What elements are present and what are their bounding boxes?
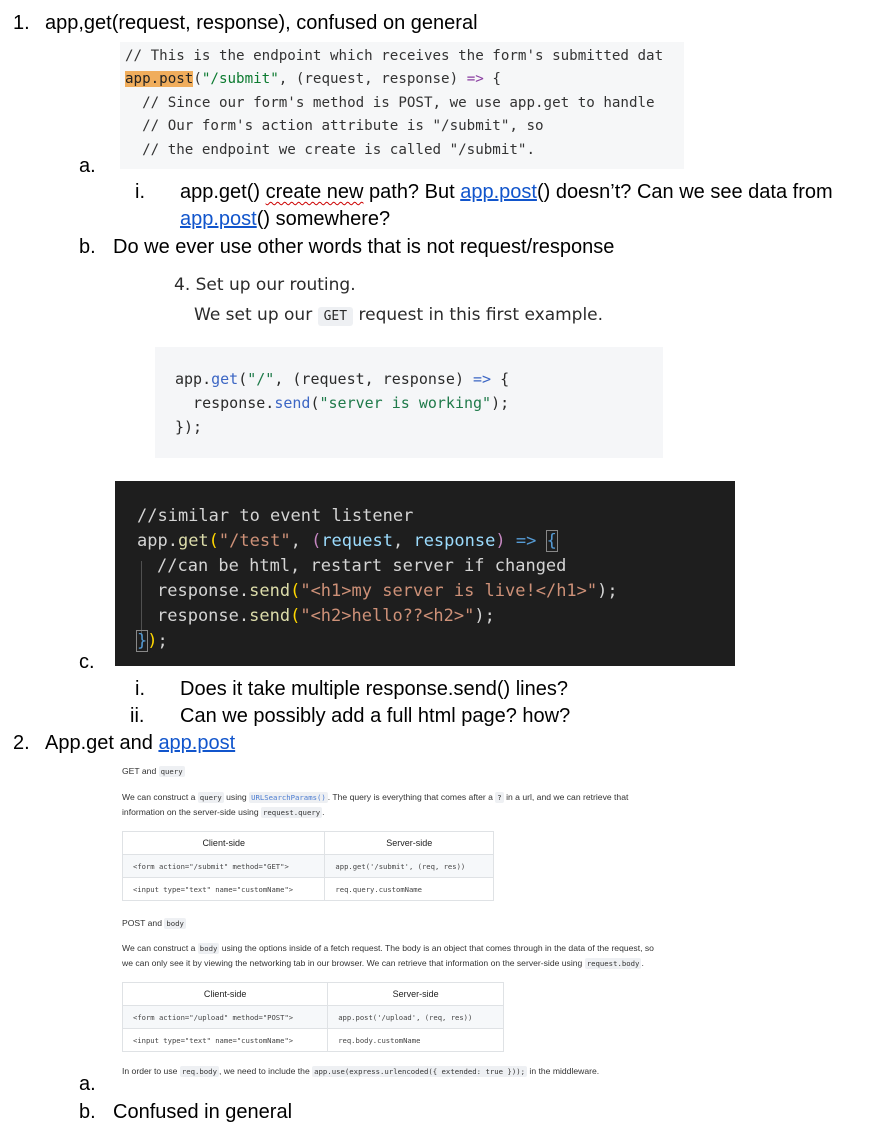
table-row — [123, 878, 494, 901]
code-line: // This is the endpoint which receives the form's submitted dat — [125, 48, 664, 64]
post-body-paragraph-cont: we can only see it by viewing the networking tab in our browser. We can retrieve that information on the server-side using request.body . — [122, 958, 644, 968]
get-query-paragraph: We can construct a query using URLSearchParams() . The query is everything that comes after a ? in a url, and we can retrieve that — [122, 792, 629, 802]
code-block-get-root — [155, 347, 663, 458]
code-screenshot-dark-editor — [115, 481, 735, 666]
post-body-heading: POST and body — [122, 918, 184, 928]
table-cell: <form action="/submit" method="GET"> — [123, 855, 325, 878]
list-marker-2: 2. — [13, 732, 30, 754]
list-marker-1a-i: i. — [135, 181, 145, 203]
indent-guide — [141, 561, 142, 636]
code-line: // the endpoint we create is called "/submit". — [125, 142, 535, 158]
list-marker-1c-i: i. — [135, 678, 145, 700]
table-cell: app.get('/submit', (req, res)) — [325, 855, 494, 878]
table-header: Client-side — [123, 983, 328, 1006]
get-query-heading: GET and query — [122, 766, 183, 776]
code-line: }); — [175, 418, 203, 436]
get-table — [122, 831, 494, 901]
table-header: Server-side — [328, 983, 504, 1006]
code-screenshot-submit — [120, 42, 684, 169]
code-line: // Our form's action attribute is "/submit", so — [125, 118, 544, 134]
app-post-link[interactable]: app.post — [460, 181, 537, 203]
app-post-link[interactable]: app.post — [158, 732, 236, 754]
list-marker-1b: b. — [79, 236, 96, 258]
post-body-paragraph: We can construct a body using the options inside of a fetch request. The body is an object that comes through in the data of the request, so — [122, 943, 654, 953]
item-1c-i-text: Does it take multiple response.send() lines? — [180, 678, 568, 700]
code-line: response.send("<h1>my server is live!</h1>"); — [157, 581, 618, 601]
table-cell: <input type="text" name="customName"> — [123, 1029, 328, 1052]
item-2b-text: Confused in general — [113, 1101, 293, 1123]
step-description: We set up our GET request in this first example. — [194, 305, 604, 325]
code-line: app.get("/test", (request, response) => { — [137, 531, 557, 551]
app-post-link[interactable]: app.post — [180, 208, 257, 230]
tutorial-step-heading — [174, 274, 603, 328]
code-line: }); — [137, 631, 168, 651]
item-2-text: App.get and app.post — [45, 732, 236, 754]
code-line: response.send("<h2>hello??<h2>"); — [157, 606, 495, 626]
table-cell: <form action="/upload" method="POST"> — [123, 1006, 328, 1029]
step-title: 4. Set up our routing. — [174, 275, 356, 295]
item-1a-i-text: app.get() create new path? But app.post() doesn’t? Can we see data from — [180, 181, 833, 203]
item-1c-ii-text: Can we possibly add a full html page? how? — [180, 705, 571, 727]
list-marker-1: 1. — [13, 12, 30, 34]
item-1b-text: Do we ever use other words that is not request/response — [113, 236, 615, 258]
table-cell: req.query.customName — [325, 878, 494, 901]
table-cell: <input type="text" name="customName"> — [123, 878, 325, 901]
list-marker-1c-ii: ii. — [130, 705, 145, 727]
middleware-note: In order to use req.body , we need to include the app.use(express.urlencoded({ extended: true })); in the middleware. — [122, 1066, 600, 1076]
table-header: Server-side — [325, 832, 494, 855]
code-line: response.send("server is working"); — [175, 394, 510, 412]
list-marker-1a: a. — [79, 155, 96, 177]
table-cell: req.body.customName — [328, 1029, 504, 1052]
table-header: Client-side — [123, 832, 325, 855]
list-marker-2a: a. — [79, 1073, 96, 1095]
table-row — [123, 1006, 504, 1029]
code-line: //can be html, restart server if changed — [157, 556, 567, 576]
docs-screenshot-get-post — [120, 762, 840, 1084]
table-row — [123, 1029, 504, 1052]
item-1a-i-text-cont: app.post() somewhere? — [180, 208, 391, 230]
table-row — [123, 855, 494, 878]
list-marker-2b: b. — [79, 1101, 96, 1123]
list-marker-1c: c. — [79, 651, 95, 673]
item-1-text: app,get(request, response), confused on general — [45, 12, 478, 34]
code-line: app.post("/submit", (request, response) => { — [125, 71, 501, 87]
post-table — [122, 982, 504, 1052]
code-line: //similar to event listener — [137, 506, 414, 526]
table-cell: app.post('/upload', (req, res)) — [328, 1006, 504, 1029]
code-line: app.get("/", (request, response) => { — [175, 370, 510, 388]
code-line: // Since our form's method is POST, we use app.get to handle — [125, 95, 664, 111]
get-query-paragraph-cont: information on the server-side using request.query . — [122, 807, 325, 817]
